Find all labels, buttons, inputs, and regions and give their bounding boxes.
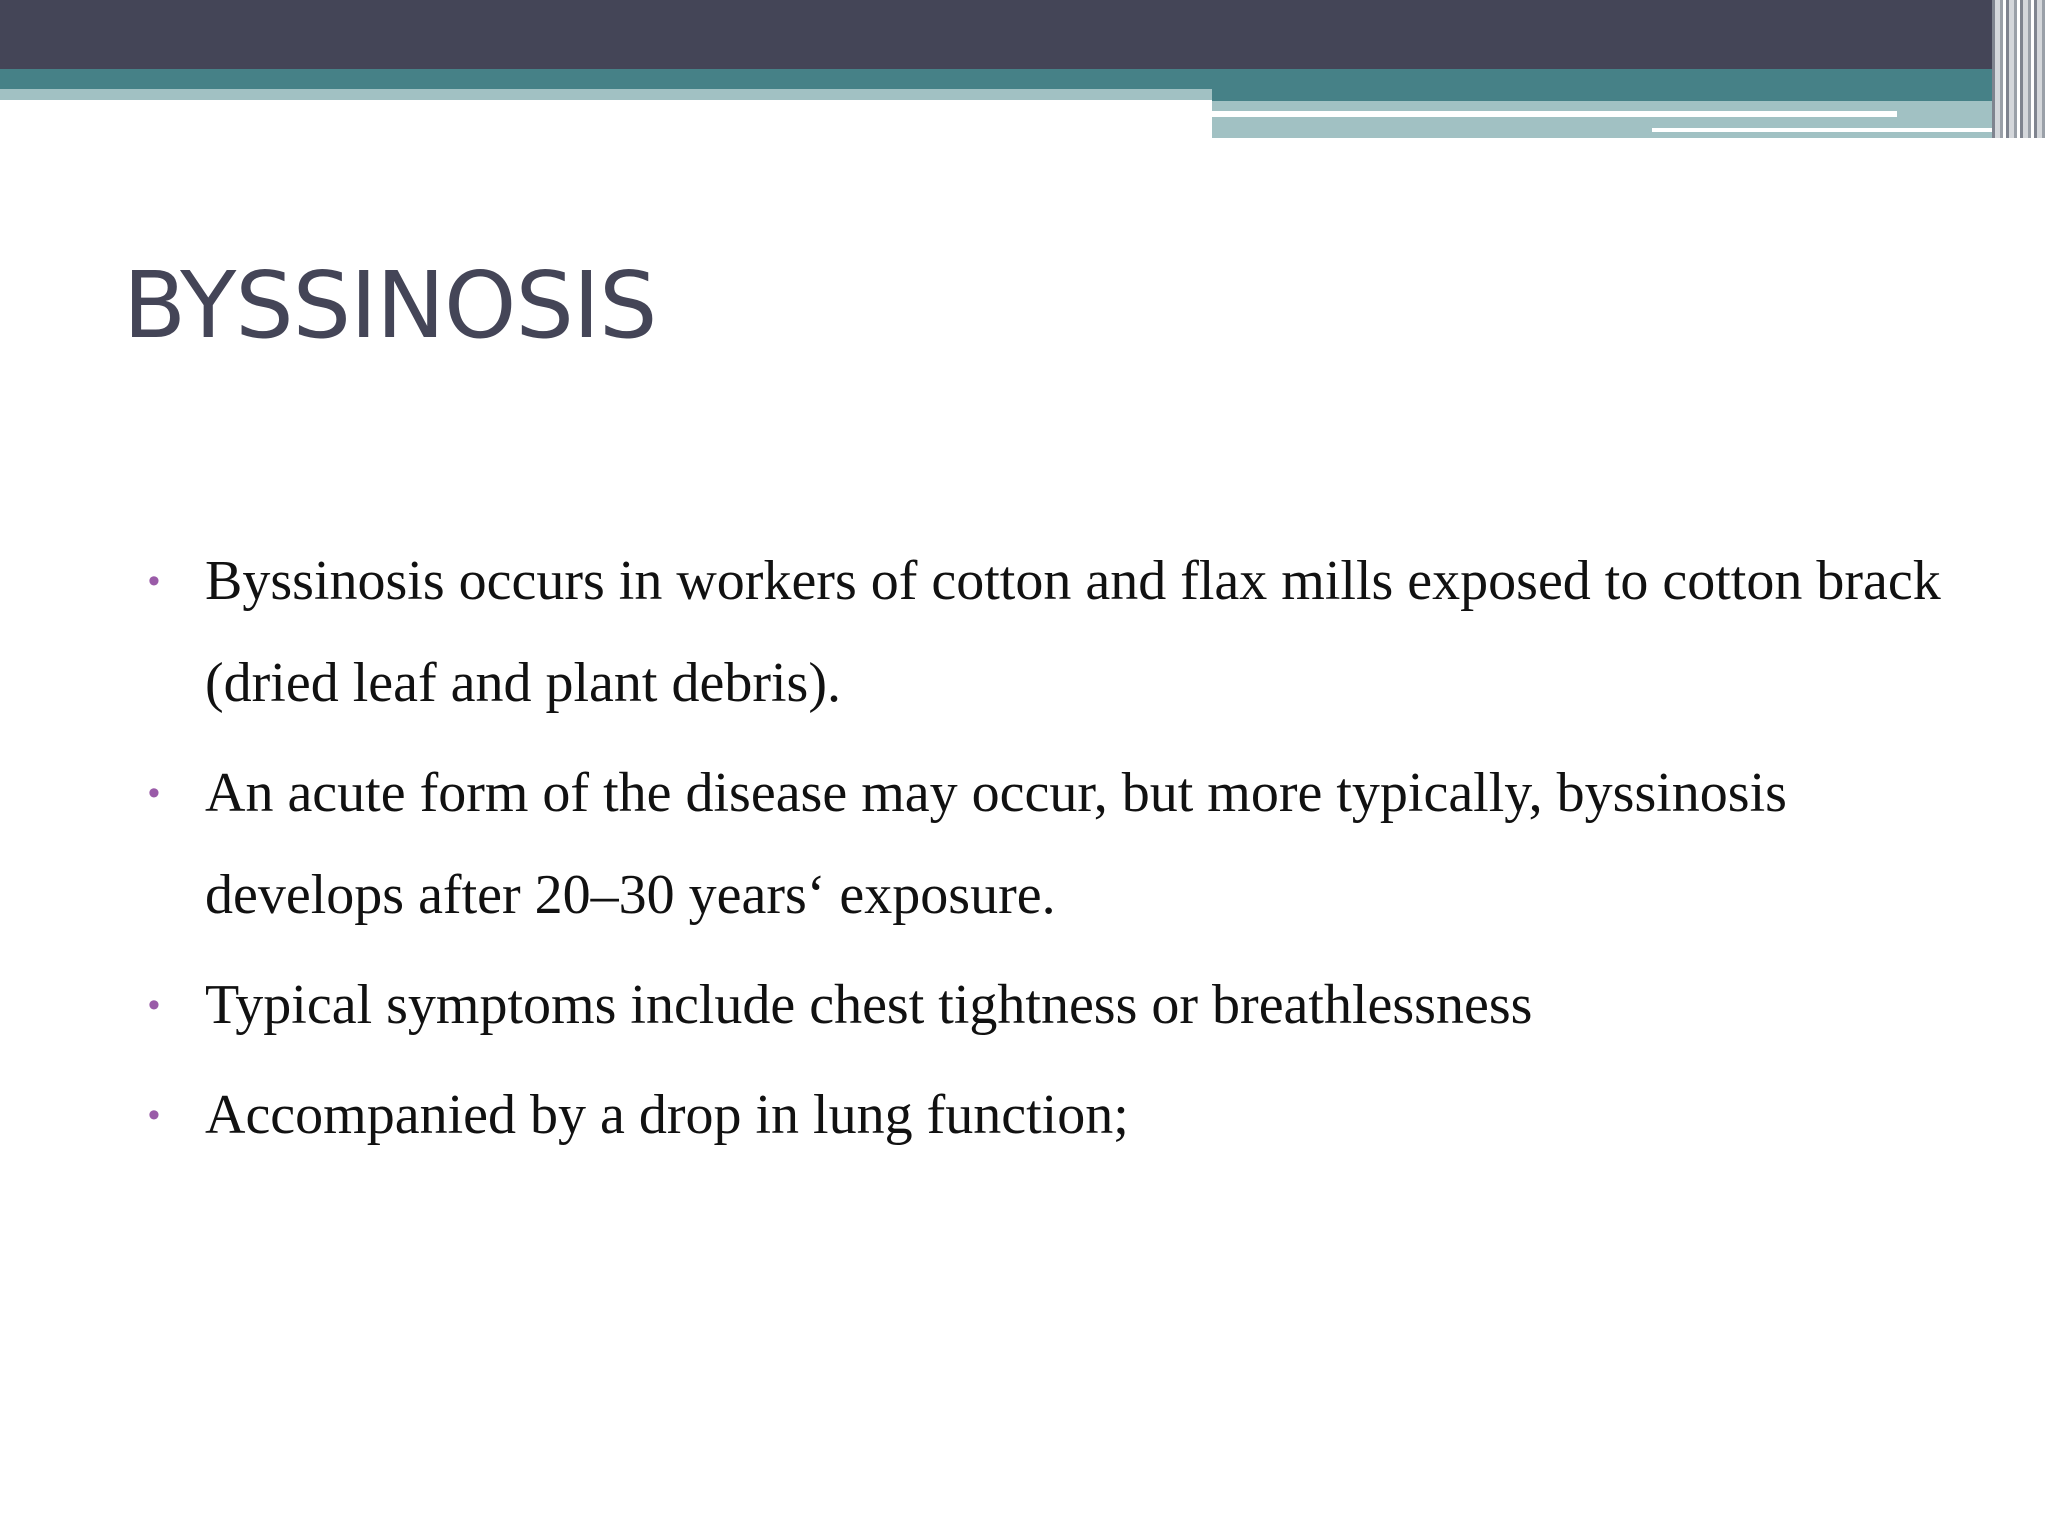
header-white-line bbox=[1212, 111, 1897, 117]
header-edge-stripes bbox=[1992, 0, 2048, 138]
bullet-text: Byssinosis occurs in workers of cotton and flax mills exposed to cotton brack (dried leaf and plant debris). bbox=[205, 550, 1941, 714]
bullet-item bbox=[148, 954, 1968, 1056]
bullet-text: An acute form of the disease may occur, but more typically, byssinosis develops after 20–30 years‘ exposure. bbox=[205, 762, 1787, 926]
bullet-text: Accompanied by a drop in lung function; bbox=[205, 1084, 1129, 1146]
header-band-light-left bbox=[0, 89, 1212, 100]
slide-title: BYSSINOSIS bbox=[123, 252, 657, 359]
bullet-list bbox=[148, 530, 1968, 1174]
bullet-text: Typical symptoms include chest tightness or breathlessness bbox=[205, 974, 1533, 1036]
bullet-dot-icon: • bbox=[148, 986, 160, 1024]
header-band-teal-right bbox=[1212, 89, 2048, 101]
bullet-item bbox=[148, 530, 1968, 734]
header-band-dark bbox=[0, 0, 2048, 69]
header-white-line-short bbox=[1652, 128, 2048, 132]
header-band-teal bbox=[0, 69, 2048, 89]
bullet-dot-icon: • bbox=[148, 1096, 160, 1134]
bullet-item bbox=[148, 1064, 1968, 1166]
header-band-light-right bbox=[1212, 101, 2048, 138]
bullet-dot-icon: • bbox=[148, 774, 160, 812]
bullet-item bbox=[148, 742, 1968, 946]
bullet-dot-icon: • bbox=[148, 562, 160, 600]
